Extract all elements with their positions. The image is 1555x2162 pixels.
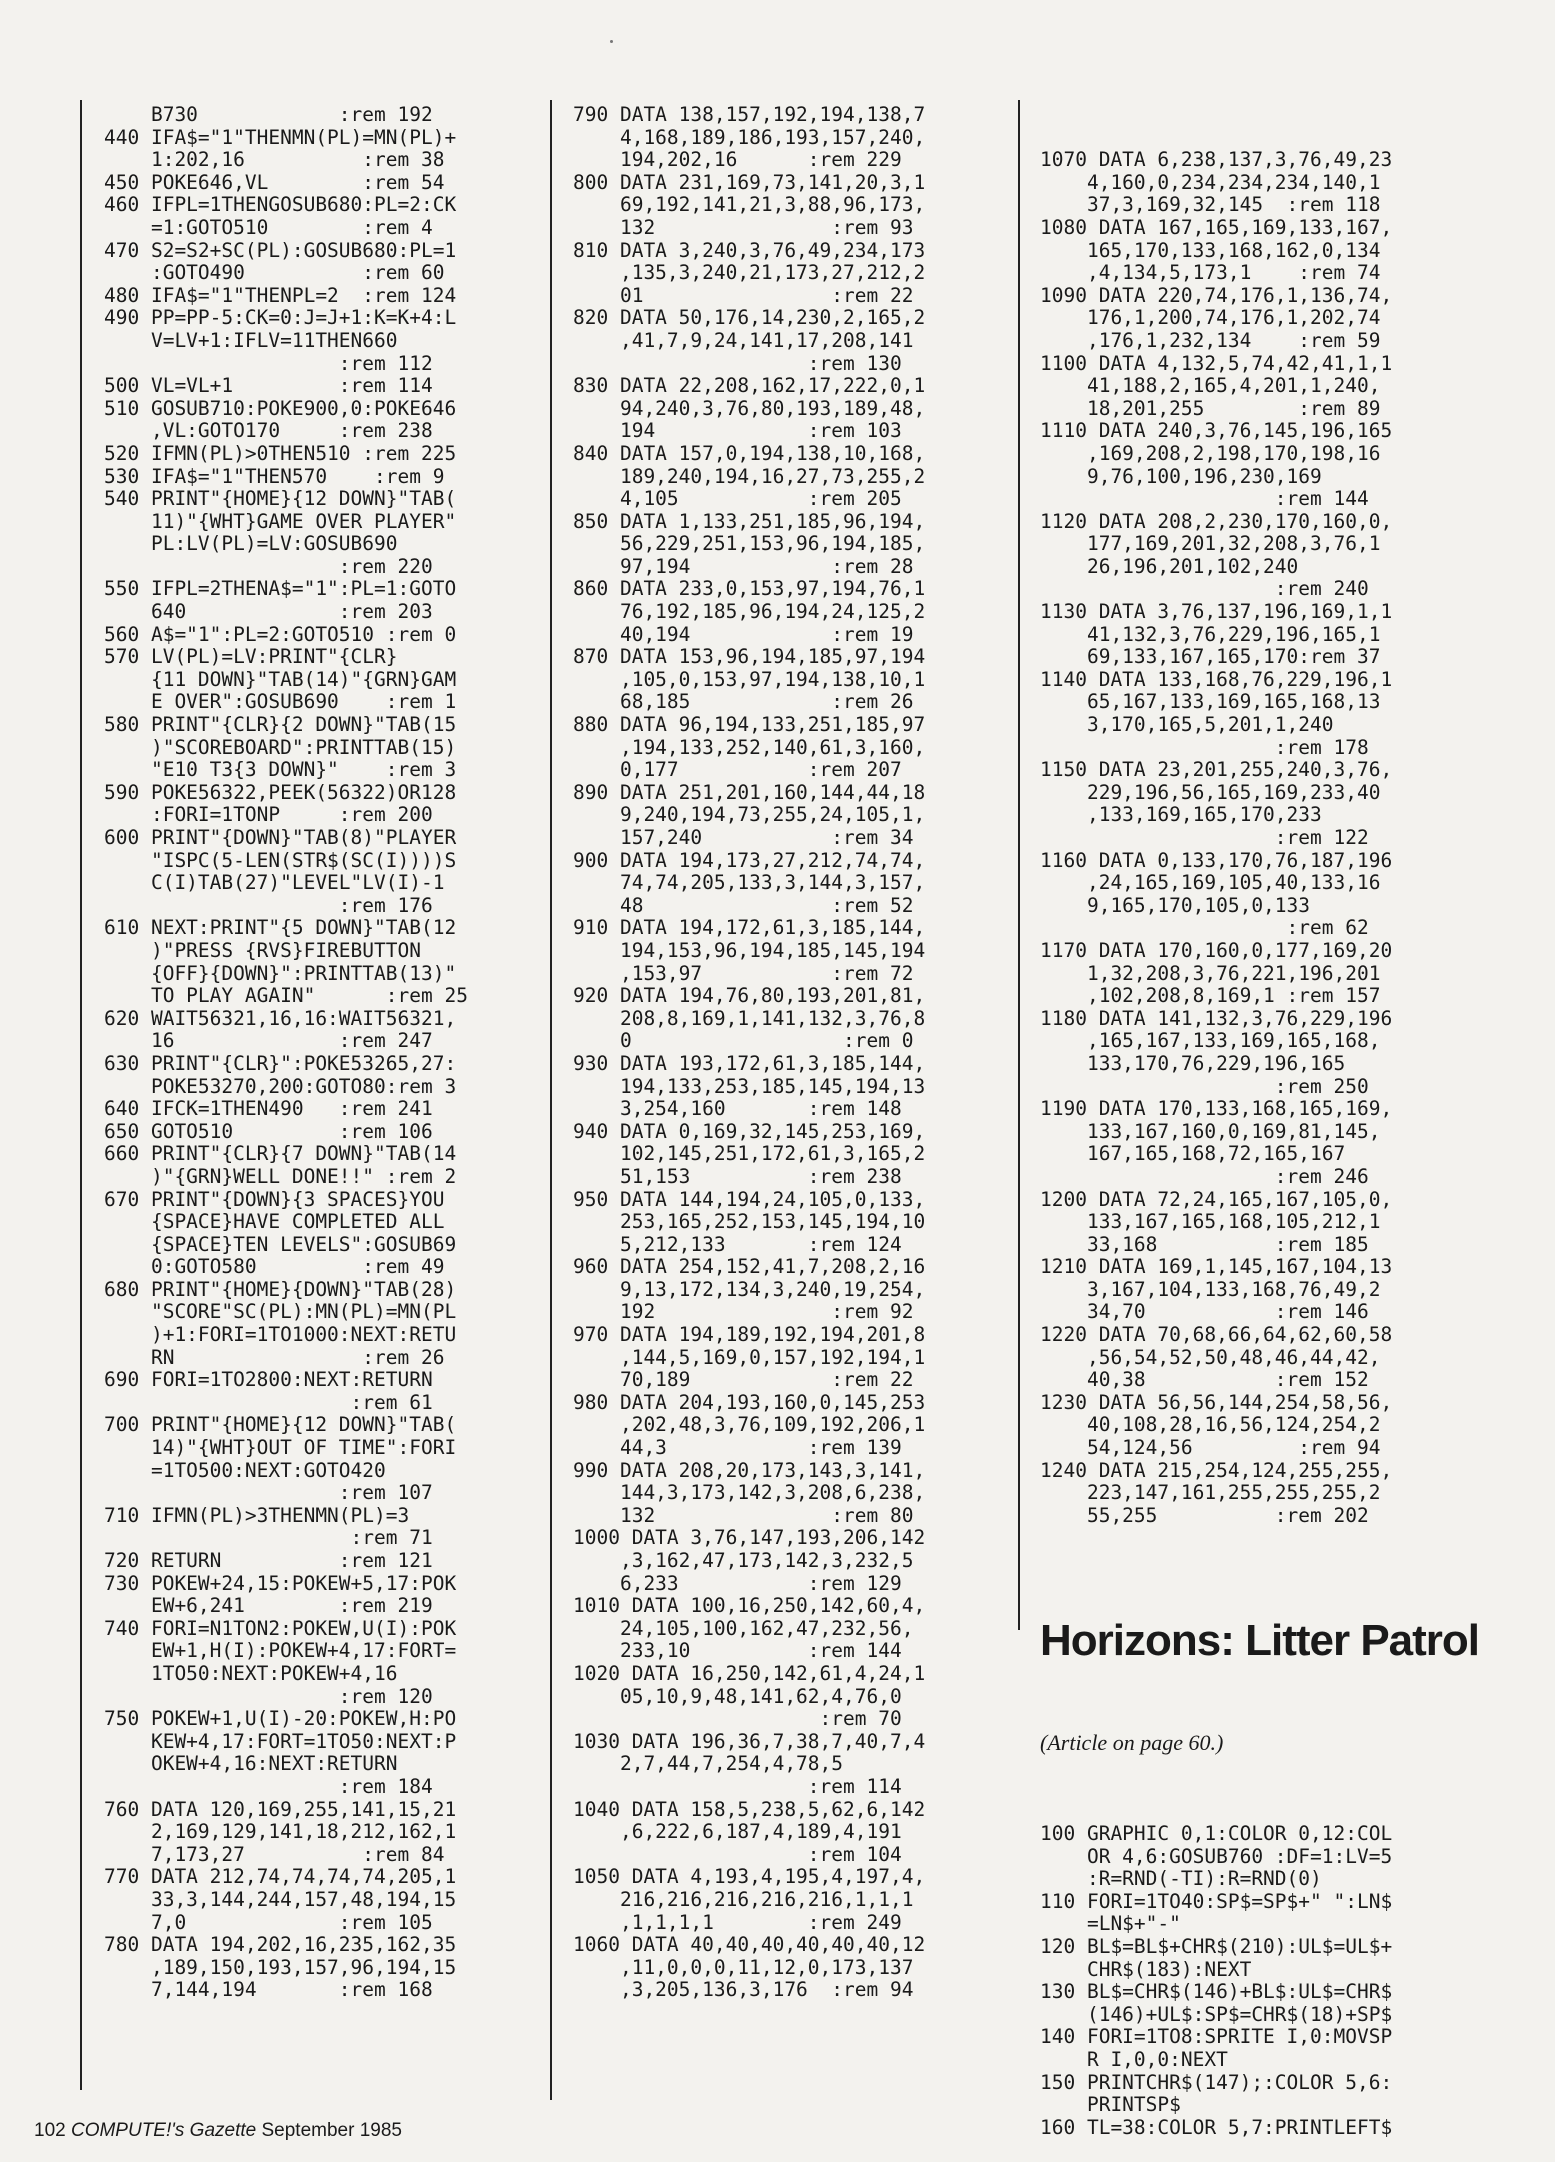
listing-line: 2,169,129,141,18,212,162,1 — [104, 1820, 457, 1844]
listing-line: OKEW+4,16:NEXT:RETURN — [104, 1752, 398, 1776]
listing-line: ,3,205,136,3,176 :rem 94 — [573, 1978, 914, 2002]
listing-line: 950 DATA 144,194,24,105,0,133, — [573, 1187, 926, 1211]
listing-line: 660 PRINT"{CLR}{7 DOWN}"TAB(14 — [104, 1142, 457, 1166]
listing-line: PRINTSP$ — [1040, 2093, 1181, 2117]
listing-line: 97,194 :rem 28 — [573, 554, 914, 578]
listing-line: ,102,208,8,169,1 :rem 157 — [1040, 984, 1381, 1008]
listing-line: 820 DATA 50,176,14,230,2,165,2 — [573, 306, 926, 330]
listing-line: 700 PRINT"{HOME}{12 DOWN}"TAB( — [104, 1413, 457, 1437]
listing-line: 41,132,3,76,229,196,165,1 — [1040, 622, 1381, 646]
listing-column-2 — [573, 104, 1008, 2002]
listing-line: {11 DOWN}"TAB(14)"{GRN}GAM — [104, 667, 457, 691]
listing-line: :rem 112 — [104, 351, 433, 375]
listing-line: 194,202,16 :rem 229 — [573, 148, 902, 172]
listing-line: :rem 107 — [104, 1481, 433, 1505]
listing-line: 05,10,9,48,141,62,4,76,0 — [573, 1684, 902, 1708]
listing-line: :rem 61 — [104, 1390, 433, 1414]
listing-line: {OFF}{DOWN}":PRINTTAB(13)" — [104, 961, 457, 985]
listing-line: 940 DATA 0,169,32,145,253,169, — [573, 1119, 926, 1143]
listing-column-1 — [104, 104, 534, 2002]
listing-line: 620 WAIT56321,16,16:WAIT56321, — [104, 1006, 457, 1030]
listing-line: ,135,3,240,21,173,27,212,2 — [573, 261, 926, 285]
listing-line: )+1:FORI=1TO1000:NEXT:RETU — [104, 1323, 457, 1347]
listing-line: 870 DATA 153,96,194,185,97,194 — [573, 645, 926, 669]
listing-line: ,1,1,1,1 :rem 249 — [573, 1910, 902, 1934]
listing-line: :rem 71 — [104, 1526, 433, 1550]
listing-line: 0 :rem 0 — [573, 1029, 914, 1053]
listing-line: :rem 176 — [104, 893, 433, 917]
listing-line: 710 IFMN(PL)>3THENMN(PL)=3 — [104, 1503, 410, 1527]
listing-line: 890 DATA 251,201,160,144,44,18 — [573, 780, 926, 804]
listing-line: 720 RETURN :rem 121 — [104, 1549, 433, 1572]
listing-line: 189,240,194,16,27,73,255,2 — [573, 464, 926, 488]
listing-line: 177,169,201,32,208,3,76,1 — [1040, 532, 1381, 556]
listing-line: 1160 DATA 0,133,170,76,187,196 — [1040, 848, 1393, 872]
listing-line: :R=RND(-TI):R=RND(0) — [1040, 1867, 1322, 1891]
listing-line: 580 PRINT"{CLR}{2 DOWN}"TAB(15 — [104, 713, 457, 737]
listing-line: 450 POKE646,VL :rem 54 — [104, 170, 445, 194]
listing-line: 830 DATA 22,208,162,17,222,0,1 — [573, 374, 926, 398]
speck-mark — [610, 40, 613, 43]
listing-line: 102,145,251,172,61,3,165,2 — [573, 1142, 926, 1166]
listing-line: ,VL:GOTO170 :rem 238 — [104, 419, 433, 443]
listing-line: 880 DATA 96,194,133,251,185,97 — [573, 713, 926, 737]
listing-line: POKE53270,200:GOTO80:rem 3 — [104, 1074, 457, 1098]
listing-line: ,189,150,193,157,96,194,15 — [104, 1955, 457, 1979]
listing-line: 470 S2=S2+SC(PL):GOSUB680:PL=1 — [104, 238, 457, 262]
article-title: Horizons: Litter Patrol — [1040, 1615, 1480, 1665]
listing-line: EW+6,241 :rem 219 — [104, 1594, 433, 1618]
listing-line: 157,240 :rem 34 — [573, 826, 914, 849]
listing-line: 229,196,56,165,169,233,40 — [1040, 780, 1381, 804]
listing-line: 5,212,133 :rem 124 — [573, 1232, 902, 1256]
listing-line: ,6,222,6,187,4,189,4,191 — [573, 1820, 902, 1844]
listing-line: E OVER":GOSUB690 :rem 1 — [104, 690, 457, 714]
listing-line: 130 BL$=CHR$(146)+BL$:UL$=CHR$ — [1040, 1980, 1393, 2004]
listing-line: 7,0 :rem 105 — [104, 1910, 433, 1934]
listing-line: 41,188,2,165,4,201,1,240, — [1040, 374, 1381, 398]
listing-line: V=LV+1:IFLV=11THEN660 — [104, 328, 398, 352]
listing-line: ,144,5,169,0,157,192,194,1 — [573, 1345, 926, 1369]
listing-line: 9,76,100,196,230,169 — [1040, 464, 1322, 488]
listing-line: 980 DATA 204,193,160,0,145,253 — [573, 1390, 926, 1414]
listing-line: 520 IFMN(PL)>0THEN510 :rem 225 — [104, 441, 457, 465]
listing-line: B730 :rem 192 — [104, 103, 433, 126]
listing-line: )"PRESS {RVS}FIREBUTTON — [104, 938, 421, 962]
listing-line: 600 PRINT"{DOWN}"TAB(8)"PLAYER — [104, 826, 457, 849]
listing-line: :rem 178 — [1040, 735, 1369, 759]
listing-line: 24,105,100,162,47,232,56, — [573, 1616, 914, 1640]
listing-line: 26,196,201,102,240 — [1040, 554, 1299, 578]
listing-line: 1220 DATA 70,68,66,64,62,60,58 — [1040, 1323, 1393, 1347]
listing-line: 860 DATA 233,0,153,97,194,76,1 — [573, 577, 926, 601]
listing-line: ,176,1,232,134 :rem 59 — [1040, 328, 1381, 352]
listing-column-3 — [1040, 104, 1510, 2162]
listing-line: 1110 DATA 240,3,76,145,196,165 — [1040, 419, 1393, 443]
listing-line: 208,8,169,1,141,132,3,76,8 — [573, 1006, 926, 1030]
listing-line: =LN$+"-" — [1040, 1912, 1181, 1936]
listing-line: "ISPC(5-LEN(STR$(SC(I))))S — [104, 848, 457, 872]
listing-line: "E10 T3{3 DOWN}" :rem 3 — [104, 758, 457, 782]
listing-line: ,169,208,2,198,170,198,16 — [1040, 441, 1381, 465]
listing-line: =1TO500:NEXT:GOTO420 — [104, 1458, 386, 1482]
listing-line: :rem 144 — [1040, 487, 1369, 511]
listing-line: 2,7,44,7,254,4,78,5 — [573, 1752, 844, 1776]
listing-line: 760 DATA 120,169,255,141,15,21 — [104, 1797, 457, 1821]
listing-line: 1050 DATA 4,193,4,195,4,197,4, — [573, 1865, 926, 1889]
listing-line: 120 BL$=BL$+CHR$(210):UL$=UL$+ — [1040, 1934, 1393, 1958]
listing-line: 140 FORI=1TO8:SPRITE I,0:MOVSP — [1040, 2025, 1393, 2049]
page-footer — [34, 2120, 402, 2142]
listing-line: 233,10 :rem 144 — [573, 1639, 902, 1663]
listing-line: 165,170,133,168,162,0,134 — [1040, 238, 1381, 262]
listing-line: 490 PP=PP-5:CK=0:J=J+1:K=K+4:L — [104, 306, 457, 330]
listing-line: 1,32,208,3,76,221,196,201 — [1040, 961, 1381, 985]
listing-line: RN :rem 26 — [104, 1345, 445, 1369]
listing-line: 69,133,167,165,170:rem 37 — [1040, 645, 1381, 669]
listing-line: 7,144,194 :rem 168 — [104, 1978, 433, 2002]
listing-line: 14)"{WHT}OUT OF TIME":FORI — [104, 1436, 457, 1460]
listing-line: TO PLAY AGAIN" :rem 25 — [104, 984, 468, 1008]
listing-line: 150 PRINTCHR$(147);:COLOR 5,6: — [1040, 2070, 1393, 2094]
publication-name: COMPUTE!'s Gazette — [70, 2120, 257, 2141]
listing-line: 1190 DATA 170,133,168,165,169, — [1040, 1097, 1393, 1121]
listing-line: 160 TL=38:COLOR 5,7:PRINTLEFT$ — [1040, 2115, 1393, 2139]
listing-line: 540 PRINT"{HOME}{12 DOWN}"TAB( — [104, 487, 457, 511]
listing-line: OR 4,6:GOSUB760 :DF=1:LV=5 — [1040, 1844, 1393, 1868]
listing-line: 194 :rem 103 — [573, 419, 902, 443]
listing-line: 1180 DATA 141,132,3,76,229,196 — [1040, 1006, 1393, 1030]
listing-line: 1120 DATA 208,2,230,170,160,0, — [1040, 509, 1393, 533]
listing-line: 133,170,76,229,196,165 — [1040, 1051, 1346, 1075]
listing-line: 44,3 :rem 139 — [573, 1436, 902, 1460]
listing-line: 132 :rem 80 — [573, 1503, 914, 1527]
listing-line: 0,177 :rem 207 — [573, 758, 902, 782]
listing-line: 1080 DATA 167,165,169,133,167, — [1040, 215, 1393, 239]
listing-line: 1210 DATA 169,1,145,167,104,13 — [1040, 1255, 1393, 1279]
listing-line: 3,254,160 :rem 148 — [573, 1097, 902, 1121]
listing-line: 194,133,253,185,145,194,13 — [573, 1074, 926, 1098]
listing-line: ,56,54,52,50,48,46,44,42, — [1040, 1345, 1381, 1369]
listing-line: 7,173,27 :rem 84 — [104, 1842, 445, 1866]
listing-line: :rem 122 — [1040, 826, 1369, 849]
listing-line: 790 DATA 138,157,192,194,138,7 — [573, 103, 926, 126]
listing-line: 910 DATA 194,172,61,3,185,144, — [573, 916, 926, 940]
listing-column-3-top — [1040, 149, 1510, 1527]
column-rule-right — [1018, 100, 1020, 1630]
listing-line: {SPACE}TEN LEVELS":GOSUB69 — [104, 1232, 457, 1256]
listing-line: 70,189 :rem 22 — [573, 1368, 914, 1392]
listing-line: :rem 246 — [1040, 1164, 1369, 1188]
listing-line: 194,153,96,194,185,145,194 — [573, 938, 926, 962]
listing-line: {SPACE}HAVE COMPLETED ALL — [104, 1210, 445, 1234]
listing-line: 690 FORI=1TO2800:NEXT:RETURN — [104, 1368, 433, 1392]
listing-line: 1TO50:NEXT:POKEW+4,16 — [104, 1661, 398, 1685]
listing-line: 440 IFA$="1"THENMN(PL)=MN(PL)+ — [104, 125, 457, 149]
listing-line: 1100 DATA 4,132,5,74,42,41,1,1 — [1040, 351, 1393, 375]
listing-line: (146)+UL$:SP$=CHR$(18)+SP$ — [1040, 2002, 1393, 2026]
listing-line: 1030 DATA 196,36,7,38,7,40,7,4 — [573, 1729, 926, 1753]
listing-line: 810 DATA 3,240,3,76,49,234,173 — [573, 238, 926, 262]
listing-line: ,11,0,0,0,11,12,0,173,137 — [573, 1955, 914, 1979]
listing-line: :rem 114 — [573, 1774, 902, 1798]
listing-line: 1010 DATA 100,16,250,142,60,4, — [573, 1594, 926, 1618]
listing-line: 800 DATA 231,169,73,141,20,3,1 — [573, 170, 926, 194]
listing-line: :rem 62 — [1040, 916, 1369, 940]
listing-line: 780 DATA 194,202,16,235,162,35 — [104, 1933, 457, 1957]
listing-line: :rem 130 — [573, 351, 902, 375]
listing-line: 132 :rem 93 — [573, 215, 914, 239]
listing-line: 216,216,216,216,216,1,1,1 — [573, 1887, 914, 1911]
listing-line: 176,1,200,74,176,1,202,74 — [1040, 306, 1381, 330]
listing-line: 730 POKEW+24,15:POKEW+5,17:POK — [104, 1571, 457, 1595]
listing-line: 550 IFPL=2THENA$="1":PL=1:GOTO — [104, 577, 457, 601]
column-rule-middle — [550, 100, 552, 2100]
listing-line: 33,168 :rem 185 — [1040, 1232, 1369, 1256]
listing-line: 1040 DATA 158,5,238,5,62,6,142 — [573, 1797, 926, 1821]
listing-line: 144,3,173,142,3,208,6,238, — [573, 1481, 926, 1505]
listing-line: 253,165,252,153,145,194,10 — [573, 1210, 926, 1234]
listing-line: 76,192,185,96,194,24,125,2 — [573, 600, 926, 624]
listing-line: R I,0,0:NEXT — [1040, 2047, 1228, 2071]
listing-line: 34,70 :rem 146 — [1040, 1300, 1369, 1324]
listing-line: :rem 120 — [104, 1684, 433, 1708]
listing-line: 100 GRAPHIC 0,1:COLOR 0,12:COL — [1040, 1821, 1393, 1845]
listing-line: 650 GOTO510 :rem 106 — [104, 1119, 433, 1143]
listing-line: KEW+4,17:FORT=1TO50:NEXT:P — [104, 1729, 457, 1753]
listing-line: 510 GOSUB710:POKE900,0:POKE646 — [104, 396, 457, 420]
listing-line: =1:GOTO510 :rem 4 — [104, 215, 433, 239]
listing-line: :rem 250 — [1040, 1074, 1369, 1098]
listing-line: 40,38 :rem 152 — [1040, 1368, 1369, 1392]
listing-line: PL:LV(PL)=LV:GOSUB690 — [104, 532, 398, 556]
listing-line: 1140 DATA 133,168,76,229,196,1 — [1040, 667, 1393, 691]
listing-column-3-bottom — [1040, 1823, 1510, 2139]
listing-line: )"{GRN}WELL DONE!!" :rem 2 — [104, 1164, 457, 1188]
listing-line: 1090 DATA 220,74,176,1,136,74, — [1040, 283, 1393, 307]
listing-line: 530 IFA$="1"THEN570 :rem 9 — [104, 464, 445, 488]
listing-line: 1130 DATA 3,76,137,196,169,1,1 — [1040, 600, 1393, 624]
listing-line: 960 DATA 254,152,41,7,208,2,16 — [573, 1255, 926, 1279]
listing-line: 133,167,160,0,169,81,145, — [1040, 1119, 1381, 1143]
listing-line: 9,240,194,73,255,24,105,1, — [573, 803, 926, 827]
listing-line: 9,13,172,134,3,240,19,254, — [573, 1277, 926, 1301]
listing-line: :rem 240 — [1040, 577, 1369, 601]
listing-line: 55,255 :rem 202 — [1040, 1503, 1369, 1527]
listing-line: 570 LV(PL)=LV:PRINT"{CLR} — [104, 645, 398, 669]
listing-line: 16 :rem 247 — [104, 1029, 433, 1053]
column-rule-left — [80, 100, 82, 2090]
listing-line: 4,168,189,186,193,157,240, — [573, 125, 926, 149]
listing-line: 630 PRINT"{CLR}":POKE53265,27: — [104, 1051, 457, 1075]
listing-line: 51,153 :rem 238 — [573, 1164, 902, 1188]
listing-line: 640 :rem 203 — [104, 600, 433, 624]
listing-line: 18,201,255 :rem 89 — [1040, 396, 1381, 420]
listing-line: 33,3,144,244,157,48,194,15 — [104, 1887, 457, 1911]
listing-line: 460 IFPL=1THENGOSUB680:PL=2:CK — [104, 193, 457, 217]
listing-line: :rem 70 — [573, 1707, 902, 1731]
listing-line: 54,124,56 :rem 94 — [1040, 1436, 1381, 1460]
listing-line: CHR$(183):NEXT — [1040, 1957, 1252, 1981]
listing-line: 590 POKE56322,PEEK(56322)OR128 — [104, 780, 457, 804]
listing-line: )"SCOREBOARD":PRINTTAB(15) — [104, 735, 457, 759]
listing-line: :rem 104 — [573, 1842, 902, 1866]
listing-line: 192 :rem 92 — [573, 1300, 914, 1324]
listing-line: 68,185 :rem 26 — [573, 690, 914, 714]
listing-line: 6,233 :rem 129 — [573, 1571, 902, 1595]
listing-line: 610 NEXT:PRINT"{5 DOWN}"TAB(12 — [104, 916, 457, 940]
listing-line: 74,74,205,133,3,144,3,157, — [573, 871, 926, 895]
listing-line: 3,170,165,5,201,1,240 — [1040, 713, 1334, 737]
listing-line: 740 FORI=N1TON2:POKEW,U(I):POK — [104, 1616, 457, 1640]
listing-line: 69,192,141,21,3,88,96,173, — [573, 193, 926, 217]
listing-line: 40,108,28,16,56,124,254,2 — [1040, 1413, 1381, 1437]
listing-line: ,4,134,5,173,1 :rem 74 — [1040, 261, 1381, 285]
listing-line: ,24,165,169,105,40,133,16 — [1040, 871, 1381, 895]
listing-line: 4,105 :rem 205 — [573, 487, 902, 511]
listing-line: 1230 DATA 56,56,144,254,58,56, — [1040, 1390, 1393, 1414]
listing-line: 1:202,16 :rem 38 — [104, 148, 445, 172]
listing-line: 750 POKEW+1,U(I)-20:POKEW,H:PO — [104, 1707, 457, 1731]
listing-line: ,3,162,47,173,142,3,232,5 — [573, 1549, 914, 1572]
listing-line: ,133,169,165,170,233 — [1040, 803, 1322, 827]
listing-line: 1200 DATA 72,24,165,167,105,0, — [1040, 1187, 1393, 1211]
listing-line: 110 FORI=1TO40:SP$=SP$+" ":LN$ — [1040, 1889, 1393, 1913]
listing-line: 670 PRINT"{DOWN}{3 SPACES}YOU — [104, 1187, 445, 1211]
listing-line: 133,167,165,168,105,212,1 — [1040, 1210, 1381, 1234]
listing-line: 500 VL=VL+1 :rem 114 — [104, 374, 433, 398]
listing-line: :rem 184 — [104, 1774, 433, 1798]
listing-line: C(I)TAB(27)"LEVEL"LV(I)-1 — [104, 871, 445, 895]
listing-line: 640 IFCK=1THEN490 :rem 241 — [104, 1097, 433, 1121]
listing-line: 480 IFA$="1"THENPL=2 :rem 124 — [104, 283, 457, 307]
listing-line: 930 DATA 193,172,61,3,185,144, — [573, 1051, 926, 1075]
listing-line: 1170 DATA 170,160,0,177,169,20 — [1040, 938, 1393, 962]
listing-line: 770 DATA 212,74,74,74,74,205,1 — [104, 1865, 457, 1889]
listing-line: 1150 DATA 23,201,255,240,3,76, — [1040, 758, 1393, 782]
listing-line: 1020 DATA 16,250,142,61,4,24,1 — [573, 1661, 926, 1685]
listing-line: 40,194 :rem 19 — [573, 622, 914, 646]
listing-line: ,105,0,153,97,194,138,10,1 — [573, 667, 926, 691]
listing-line: 0:GOTO580 :rem 49 — [104, 1255, 445, 1279]
listing-line: 56,229,251,153,96,194,185, — [573, 532, 926, 556]
listing-line: :FORI=1TONP :rem 200 — [104, 803, 433, 827]
listing-line: 970 DATA 194,189,192,194,201,8 — [573, 1323, 926, 1347]
listing-line: 900 DATA 194,173,27,212,74,74, — [573, 848, 926, 872]
article-reference: (Article on page 60.) — [1040, 1729, 1224, 1755]
listing-line: 680 PRINT"{HOME}{DOWN}"TAB(28) — [104, 1277, 457, 1301]
listing-line: :GOTO490 :rem 60 — [104, 261, 445, 285]
listing-line: 1240 DATA 215,254,124,255,255, — [1040, 1458, 1393, 1482]
listing-line: 65,167,133,169,165,168,13 — [1040, 690, 1381, 714]
listing-line: ,194,133,252,140,61,3,160, — [573, 735, 926, 759]
listing-line: 3,167,104,133,168,76,49,2 — [1040, 1277, 1381, 1301]
listing-line: 920 DATA 194,76,80,193,201,81, — [573, 984, 926, 1008]
listing-line: 4,160,0,234,234,234,140,1 — [1040, 170, 1381, 194]
listing-line: 9,165,170,105,0,133 — [1040, 893, 1311, 917]
listing-line: 840 DATA 157,0,194,138,10,168, — [573, 441, 926, 465]
listing-line: "SCORE"SC(PL):MN(PL)=MN(PL — [104, 1300, 457, 1324]
page-number: 102 — [34, 2120, 66, 2141]
listing-line: 167,165,168,72,165,167 — [1040, 1142, 1346, 1166]
listing-line: EW+1,H(I):POKEW+4,17:FORT= — [104, 1639, 457, 1663]
issue-date: September 1985 — [261, 2120, 402, 2141]
listing-line: ,202,48,3,76,109,192,206,1 — [573, 1413, 926, 1437]
listing-line: 850 DATA 1,133,251,185,96,194, — [573, 509, 926, 533]
listing-line: 990 DATA 208,20,173,143,3,141, — [573, 1458, 926, 1482]
listing-line: 560 A$="1":PL=2:GOTO510 :rem 0 — [104, 622, 457, 646]
listing-line: 1060 DATA 40,40,40,40,40,40,12 — [573, 1933, 926, 1957]
listing-line: 01 :rem 22 — [573, 283, 914, 307]
listing-line: ,41,7,9,24,141,17,208,141 — [573, 328, 914, 352]
listing-line: 94,240,3,76,80,193,189,48, — [573, 396, 926, 420]
listing-line: 223,147,161,255,255,255,2 — [1040, 1481, 1381, 1505]
listing-line: 11)"{WHT}GAME OVER PLAYER" — [104, 509, 457, 533]
listing-line: 48 :rem 52 — [573, 893, 914, 917]
listing-line: ,153,97 :rem 72 — [573, 961, 914, 985]
listing-line: 37,3,169,32,145 :rem 118 — [1040, 193, 1381, 217]
listing-line: :rem 220 — [104, 554, 433, 578]
listing-line: 1070 DATA 6,238,137,3,76,49,23 — [1040, 148, 1393, 172]
listing-line: 1000 DATA 3,76,147,193,206,142 — [573, 1526, 926, 1550]
listing-line: ,165,167,133,169,165,168, — [1040, 1029, 1381, 1053]
